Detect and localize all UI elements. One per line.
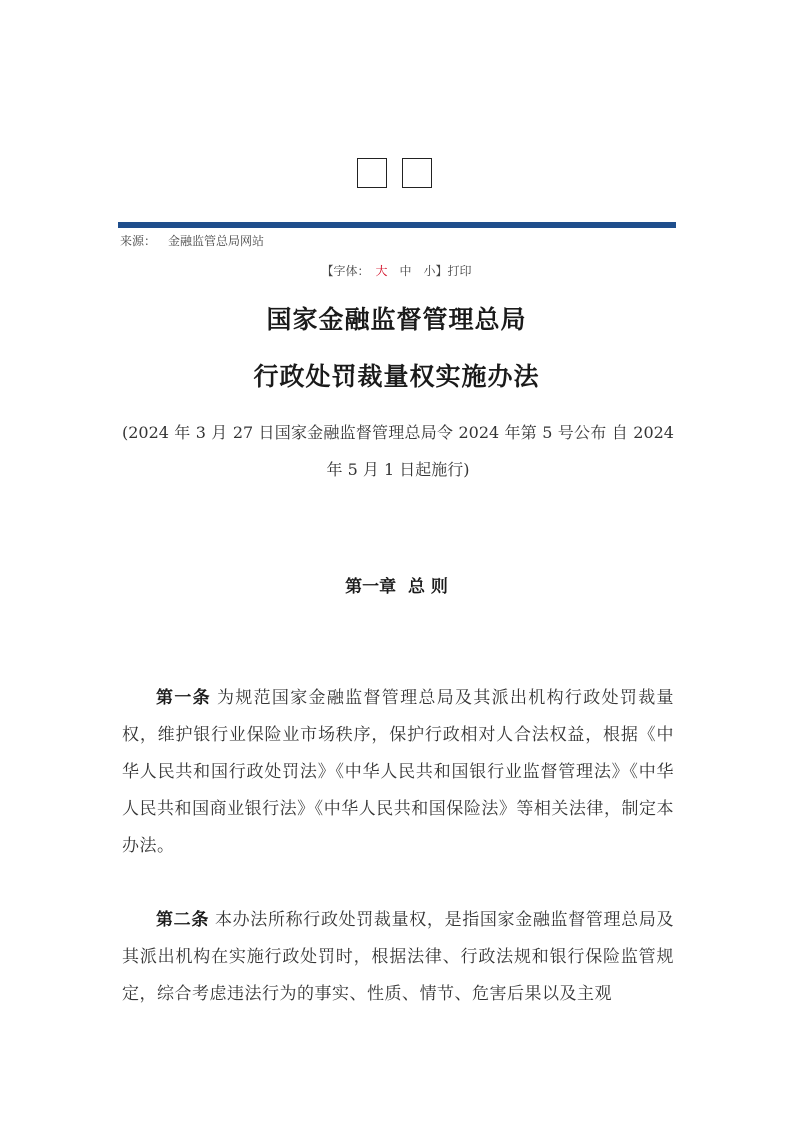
font-label: 字体：: [333, 264, 370, 278]
article-1-lead: 第一条: [156, 688, 211, 708]
print-link[interactable]: 打印: [447, 264, 472, 278]
article-2: [122, 902, 674, 1013]
chapter-heading: 第一章 总 则: [345, 577, 448, 597]
source-line: [120, 232, 264, 249]
header-rule: [118, 222, 676, 228]
font-large-link[interactable]: 大: [375, 264, 388, 278]
missing-glyph-box-1: [357, 158, 387, 188]
article-1-text: 为规范国家金融监督管理总局及其派出机构行政处罚裁量权，维护银行业保险业市场秩序，保护行政相对人合法权益，根据《中华人民共和国行政处罚法》《中华人民共和国银行业监督管理法》《中华人民共和国商业银行法》《中华人民共和国保险法》等相关法律，制定本办法。: [122, 688, 675, 856]
article-2-text: 本办法所称行政处罚裁量权，是指国家金融监督管理总局及其派出机构在实施行政处罚时，根据法律、行政法规和银行保险监管规定，综合考虑违法行为的事实、性质、情节、危害后果以及主观: [122, 910, 675, 1004]
missing-glyph-box-2: [402, 158, 432, 188]
font-size-toolbar: [0, 262, 793, 279]
source-label: 来源：: [120, 234, 157, 248]
font-small-link[interactable]: 小: [423, 264, 436, 278]
article-2-lead: 第二条: [156, 910, 209, 930]
font-medium-link[interactable]: 中: [399, 264, 412, 278]
document-title-line-1: 国家金融监督管理总局: [266, 305, 527, 334]
bracket-open: 【: [321, 264, 334, 278]
source-value: 金融监管总局网站: [168, 234, 265, 248]
article-1: [122, 680, 674, 865]
placeholder-boxes: [357, 158, 432, 188]
document-subtitle: (2024 年 3 月 27 日国家金融监督管理总局令 2024 年第 5 号公布 自 2024 年 5 月 1 日起施行): [122, 423, 674, 479]
bracket-close: 】: [435, 264, 448, 278]
document-title-line-2: 行政处罚裁量权实施办法: [253, 362, 540, 391]
